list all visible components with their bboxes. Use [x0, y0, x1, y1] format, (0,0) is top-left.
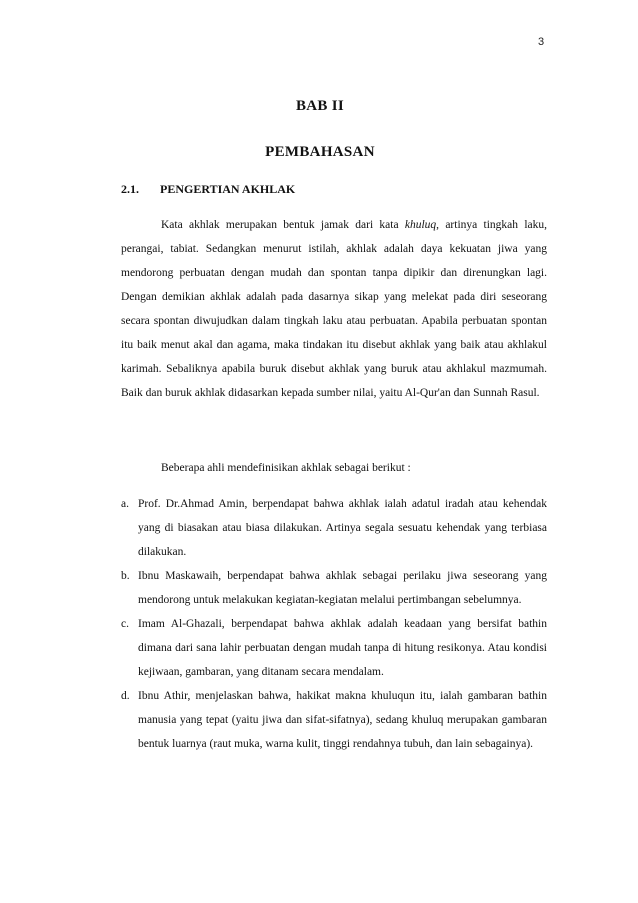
paragraph-text-rest: , artinya tingkah laku, perangai, tabiat. Sedangkan menurut istilah, akhlak adalah daya kekuatan jiwa yang mendorong perbuatan dengan mudah dan spontan tanpa dipikir dan direnungkan lagi. Dengan demikian akhlak adalah pada dasarnya sikap yang melekat pada diri seseorang secara spontan diwujudkan dalam tingkah laku atau perbuatan. Apabila perbuatan spontan itu baik menut akal dan agama, maka tindakan itu disebut akhlak yang baik atau akhlakul karimah. Sebaliknya apabila buruk disebut akhlak yang buruk atau akhlakul mazmumah. Baik dan buruk akhlak didasarkan kepada sumber nilai, yaitu Al-Qur'an dan Sunnah Rasul. — [121, 219, 547, 399]
list-item-text: Ibnu Athir, menjelaskan bahwa, hakikat makna khuluqun itu, ialah gambaran bathin manusia yang tepat (yaitu jiwa dan sifat-sifatnya), sedang khuluq merupakan gambaran bentuk luarnya (raut muka, warna kulit, tinggi rendahnya tubuh, dan lain sebagainya). — [138, 690, 547, 750]
section-number: 2.1. — [121, 182, 139, 196]
body-paragraph-definition — [121, 213, 547, 405]
list-item-marker: b. — [121, 570, 130, 582]
list-item-marker: a. — [121, 498, 129, 510]
section-title: PENGERTIAN AKHLAK — [160, 182, 296, 196]
definitions-list — [121, 492, 547, 756]
section-heading — [121, 182, 295, 197]
chapter-subtitle: PEMBAHASAN — [265, 144, 375, 160]
body-paragraph-intro — [121, 456, 547, 480]
chapter-title: BAB II — [295, 98, 345, 114]
italic-term: khuluq — [404, 219, 437, 231]
list-item — [121, 684, 547, 756]
page-number: 3 — [538, 36, 545, 48]
list-item-text: Prof. Dr.Ahmad Amin, berpendapat bahwa akhlak ialah adatul iradah atau kehendak yang di biasakan atau biasa dilakukan. Artinya segala sesuatu kehendak yang terbiasa dilakukan. — [138, 498, 547, 558]
list-item-marker: d. — [121, 690, 130, 702]
list-item-marker: c. — [121, 618, 129, 630]
intro-text: Beberapa ahli mendefinisikan akhlak sebagai berikut : — [161, 462, 411, 474]
list-item — [121, 564, 547, 612]
list-item — [121, 612, 547, 684]
paragraph-text-start: Kata akhlak merupakan bentuk jamak dari kata — [161, 219, 405, 231]
list-item-text: Imam Al-Ghazali, berpendapat bahwa akhlak adalah keadaan yang bersifat bathin dimana dari sana lahir perbuatan dengan mudah tanpa di hitung resikonya. Atau kondisi kejiwaan, gambaran, yang ditanam secara mendalam. — [138, 618, 547, 678]
list-item-text: Ibnu Maskawaih, berpendapat bahwa akhlak sebagai perilaku jiwa seseorang yang mendorong untuk melakukan kegiatan-kegiatan melalui pertimbangan sebelumnya. — [138, 570, 547, 606]
list-item — [121, 492, 547, 564]
